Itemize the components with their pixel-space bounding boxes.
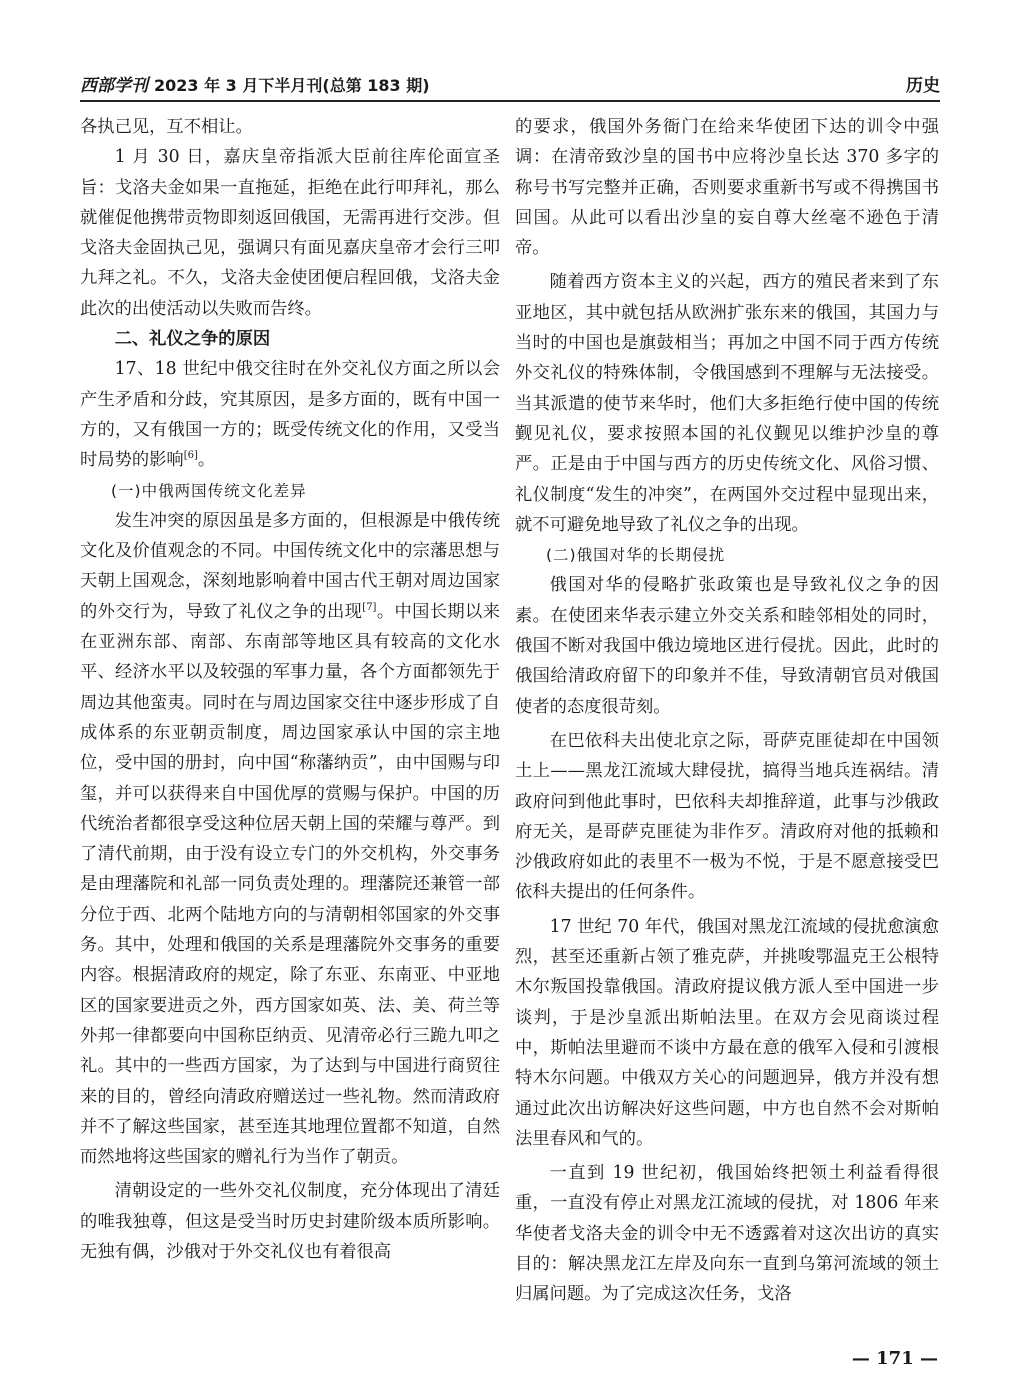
section-heading: 二、礼仪之争的原因 (114, 329, 271, 350)
paragraph: 一直到 19 世纪初，俄国始终把领土利益看得很重，一直没有停止对黑龙江流域的侵扰，对 1806 年来华使者戈洛夫金的训令中无不透露着对这次出访的真实目的：解决黑龙江左岸及向东一直到乌第河流域的领土归属问题。为了完成这次任务，戈洛 (515, 1163, 939, 1305)
paragraph-text: 17、18 世纪中俄交往时在外交礼仪方面之所以会产生矛盾和分歧，究其原因，是多方面的，既有中国一方的，又有俄国一方的；既受传统文化的作用，又受当时局势的影响 (80, 359, 500, 471)
paragraph-text: 发生冲突的原因虽是多方面的，但根源是中俄传统文化及价值观念的不同。中国传统文化中的宗藩思想与天朝上国观念，深刻地影响着中国古代王朝对周边国家的外交行为，导致了礼仪之争的出现 (80, 510, 500, 622)
paragraph: 17 世纪 70 年代，俄国对黑龙江流域的侵扰愈演愈烈，甚至还重新占领了雅克萨，并挑唆鄂温克王公根特木尔叛国投靠俄国。清政府提议俄方派人至中国进一步谈判，于是沙皇派出斯帕法里。在双方会见商谈过程中，斯帕法里避而不谈中方最在意的俄军入侵和引渡根特木尔问题。中俄双方关心的问题迥异，俄方并没有想通过此次出访解决好这些问题，中方也自然不会对斯帕法里春风和气的。 (515, 916, 939, 1149)
journal-logo: 西部学刊 (80, 76, 148, 96)
paragraph: 在巴依科夫出使北京之际，哥萨克匪徒却在中国领土上——黑龙江流域大肆侵扰，搞得当地兵连祸结。清政府问到他此事时，巴依科夫却推辞道，此事与沙俄政府无关，是哥萨克匪徒为非作歹。清政府对他的抵赖和沙俄政府如此的表里不一极为不悦，于是不愿意接受巴依科夫提出的任何条件。 (515, 730, 939, 903)
right-column (515, 112, 939, 1310)
left-column (80, 112, 500, 1267)
paragraph: 清朝设定的一些外交礼仪制度，充分体现出了清廷的唯我独尊，但这是受当时历史封建阶级本质所影响。无独有偶，沙俄对于外交礼仪也有着很高 (80, 1181, 500, 1262)
running-header (80, 68, 940, 102)
paragraph-text: 。中国长期以来在亚洲东部、南部、东南部等地区具有较高的文化水平、经济水平以及较强的军事力量，各个方面都领先于周边其他蛮夷。同时在与周边国家交往中逐步形成了自成体系的东亚朝贡制度，周边国家承认中国的宗主地位，受中国的册封，向中国“称藩纳贡”，由中国赐与印玺，并可以获得来自中国优厚的赏赐与保护。中国的历代统治者都很享受这种位居天朝上国的荣耀与尊严。到了清代前期，由于没有设立专门的外交机构，外交事务是由理藩院和礼部一同负责处理的。理藩院还兼管一部分位于西、北两个陆地方向的与清朝相邻国家的外交事务。其中，处理和俄国的关系是理藩院外交事务的重要内容。根据清政府的规定，除了东亚、东南亚、中亚地区的国家要进贡之外，西方国家如英、法、美、荷兰等外邦一律都要向中国称臣纳贡、见清帝必行三跪九叩之礼。其中的一些西方国家，为了达到与中国进行商贸往来的目的，曾经向清政府赠送过一些礼物。然而清政府并不了解这些国家，甚至连其地理位置都不知道，自然而然地将这些国家的赠礼行为当作了朝贡。 (80, 601, 500, 1168)
subsection-heading: (一)中俄两国传统文化差异 (111, 481, 307, 500)
paragraph-text: 。 (197, 450, 216, 471)
issue-info: 2023 年 3 月下半月刊(总第 183 期) (154, 76, 430, 95)
paragraph: 的要求，俄国外务衙门在给来华使团下达的训令中强调：在清帝致沙皇的国书中应将沙皇长达 370 多字的称号书写完整并正确，否则要求重新书写或不得携国书回国。从此可以看出沙皇的妄自尊大丝毫不逊色于清帝。 (515, 117, 939, 259)
paragraph: 随着西方资本主义的兴起，西方的殖民者来到了东亚地区，其中就包括从欧洲扩张东来的俄国，其国力与当时的中国也是旗鼓相当；再加之中国不同于西方传统外交礼仪的特殊体制，令俄国感到不理解与无法接受。当其派遣的使节来华时，他们大多拒绝行使中国的传统觐见礼仪，要求按照本国的礼仪觐见以维护沙皇的尊严。正是由于中国与西方的历史传统文化、风俗习惯、礼仪制度“发生的冲突”，在两国外交过程中显现出来，就不可避免地导致了礼仪之争的出现。 (515, 272, 939, 535)
citation-ref: [6] (183, 450, 198, 462)
citation-ref: [7] (362, 601, 377, 613)
paragraph (80, 506, 500, 1173)
paragraph: 俄国对华的侵略扩张政策也是导致礼仪之争的因素。在使团来华表示建立外交关系和睦邻相处的同时，俄国不断对我国中俄边境地区进行侵扰。因此，此时的俄国给清政府留下的印象并不佳，导致清朝官员对俄国使者的态度很苛刻。 (515, 575, 939, 717)
paragraph (80, 354, 500, 475)
paragraph: 各执己见，互不相让。 (80, 117, 253, 137)
paragraph: 1 月 30 日，嘉庆皇帝指派大臣前往库伦面宣圣旨：戈洛夫金如果一直拖延，拒绝在此行叩拜礼，那么就催促他携带贡物即刻返回俄国，无需再进行交涉。但戈洛夫金固执己见，强调只有面见嘉庆皇帝才会行三叩九拜之礼。不久，戈洛夫金使团便启程回俄，戈洛夫金此次的出使活动以失败而告终。 (80, 147, 500, 319)
subsection-heading: (二)俄国对华的长期侵扰 (546, 546, 726, 565)
journal-info (80, 71, 430, 100)
page-number: — 171 — (851, 1348, 938, 1369)
section-label: 历史 (906, 76, 940, 96)
